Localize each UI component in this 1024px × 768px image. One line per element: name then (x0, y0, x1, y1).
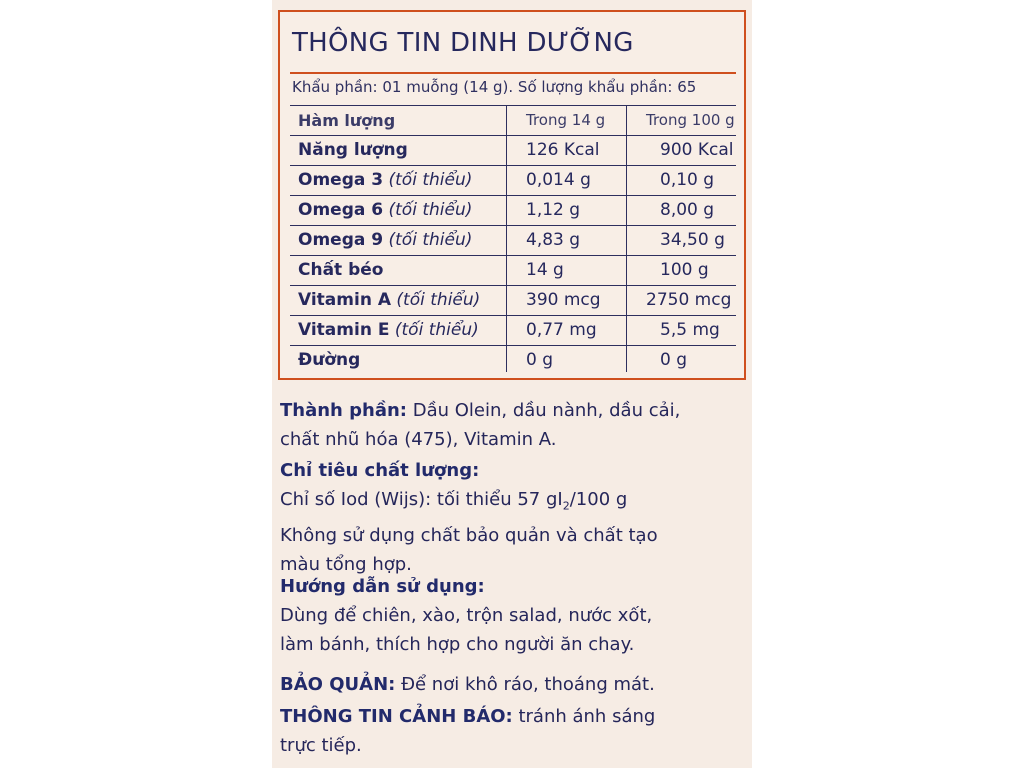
value-per100: 900 Kcal (660, 140, 734, 160)
nutrient-name: Omega 3 (tối thiểu) (298, 170, 473, 190)
title-rule (290, 72, 736, 74)
warning-text-2: trực tiếp. (280, 735, 362, 756)
table-row (290, 226, 736, 256)
value-per14: 14 g (526, 260, 564, 280)
value-per14: 0,77 mg (526, 320, 597, 340)
nutrition-facts-box (278, 10, 746, 380)
value-per14: 0,014 g (526, 170, 591, 190)
table-row (290, 136, 736, 166)
storage-text: Để nơi khô ráo, thoáng mát. (395, 674, 655, 695)
ingredients-label: Thành phần: (280, 400, 407, 421)
table-row (290, 286, 736, 316)
value-per14: 126 Kcal (526, 140, 600, 160)
warning-label: THÔNG TIN CẢNH BÁO: (280, 706, 513, 727)
table-row (290, 166, 736, 196)
value-per100: 5,5 mg (660, 320, 720, 340)
quality-label: Chỉ tiêu chất lượng: (280, 460, 480, 481)
iodine-index: Chỉ số Iod (Wijs): tối thiểu 57 $gI_2/100$ g (280, 489, 628, 513)
nutrient-name: Vitamin A (tối thiểu) (298, 290, 481, 310)
usage-text-2: làm bánh, thích hợp cho người ăn chay. (280, 634, 635, 655)
value-per14: 4,83 g (526, 230, 581, 250)
value-per14: 1,12 g (526, 200, 581, 220)
nutrient-name: Chất béo (298, 260, 384, 280)
header-name: Hàm lượng (298, 111, 396, 130)
header-per100: Trong 100 g (646, 111, 735, 129)
ingredients-text: Dầu Olein, dầu nành, dầu cải, (407, 400, 681, 421)
nutrition-title: THÔNG TIN DINH DƯỠNG (292, 28, 634, 58)
serving-info: Khẩu phần: 01 muỗng (14 g). Số lượng khẩu phần: 65 (292, 78, 697, 96)
quality-text-3: màu tổng hợp. (280, 553, 412, 575)
nutrient-name: Đường (298, 350, 361, 370)
value-per100: 34,50 g (660, 230, 725, 250)
nutrient-name: Omega 6 (tối thiểu) (298, 200, 473, 220)
product-label-panel (272, 0, 752, 768)
table-header-row (290, 106, 736, 136)
warning-text: tránh ánh sáng (512, 706, 656, 727)
value-per100: 8,00 g (660, 200, 715, 220)
value-per14: 390 mcg (526, 290, 601, 310)
table-row (290, 316, 736, 346)
value-per14: 0 g (526, 350, 554, 370)
nutrient-name: Omega 9 (tối thiểu) (298, 230, 473, 250)
value-per100: 100 g (660, 260, 709, 280)
quality-section (280, 456, 745, 579)
nutrient-name: Vitamin E (tối thiểu) (298, 320, 479, 340)
ingredients-section (280, 396, 745, 454)
quality-text-2: Không sử dụng chất bảo quản và chất tạo (280, 524, 658, 546)
usage-section (280, 572, 745, 659)
value-per100: 0 g (660, 350, 688, 370)
table-row (290, 346, 736, 376)
usage-text-1: Dùng để chiên, xào, trộn salad, nước xốt, (280, 605, 653, 626)
value-per100: 2750 mcg (646, 290, 732, 310)
ingredients-text-2: chất nhũ hóa (475), Vitamin A. (280, 429, 557, 450)
storage-label: BẢO QUẢN: (280, 674, 396, 695)
header-per14: Trong 14 g (526, 111, 606, 129)
warning-section (280, 702, 745, 760)
storage-section (280, 670, 745, 699)
nutrient-name: Năng lượng (298, 140, 408, 160)
value-per100: 0,10 g (660, 170, 715, 190)
table-row (290, 256, 736, 286)
table-row (290, 196, 736, 226)
usage-label: Hướng dẫn sử dụng: (280, 576, 485, 597)
